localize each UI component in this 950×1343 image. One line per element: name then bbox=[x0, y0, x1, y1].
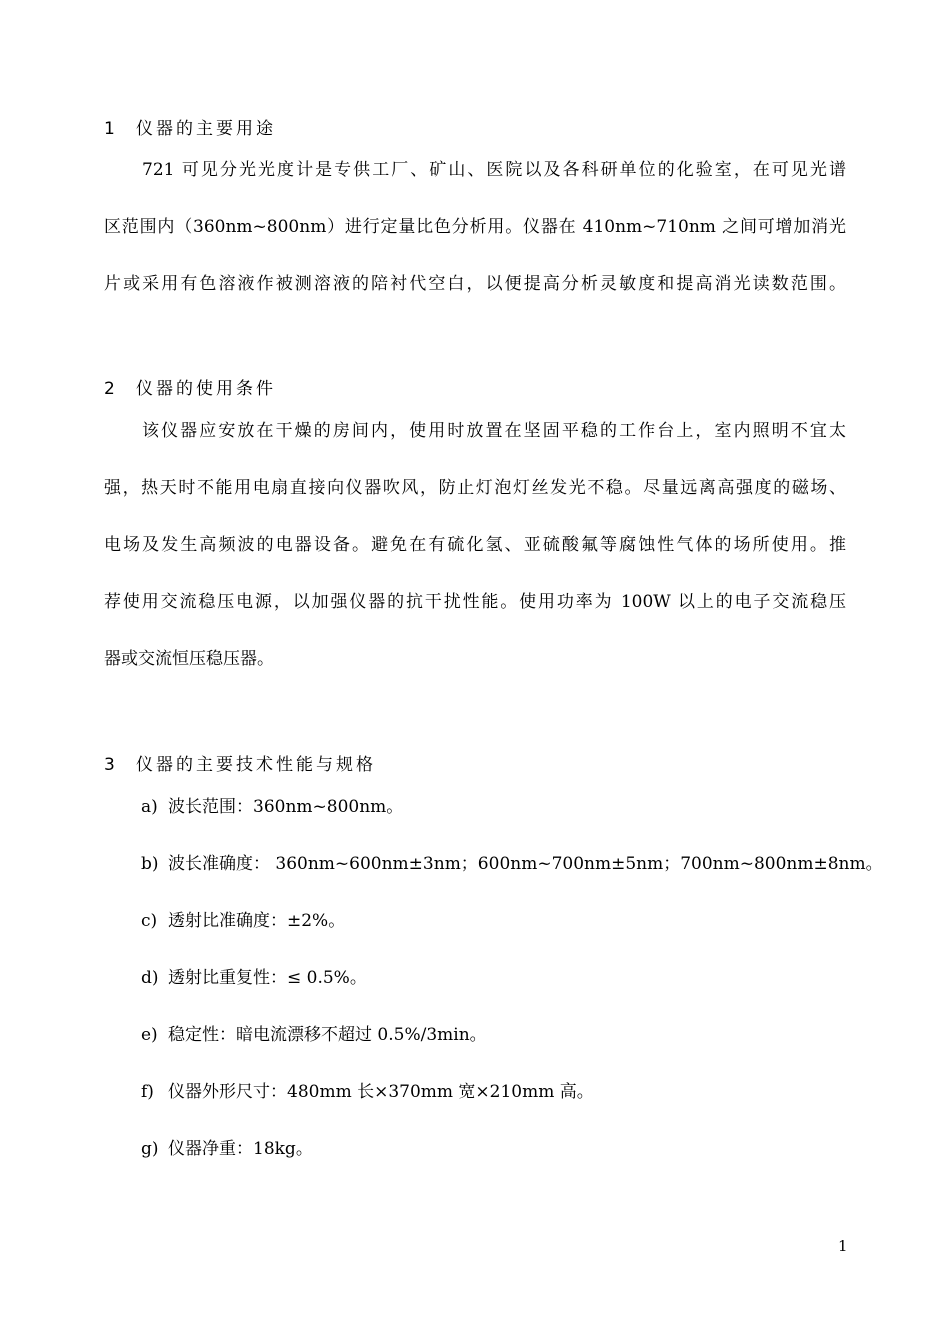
spec-item-label: f) bbox=[141, 1082, 154, 1102]
spec-item-text: 透射比重复性：≤ 0.5%。 bbox=[168, 968, 367, 988]
section-1-line-3: 片或采用有色溶液作被测溶液的陪衬代空白，以便提高分析灵敏度和提高消光读数范围。 bbox=[104, 274, 846, 294]
section-2-line-4: 荐使用交流稳压电源，以加强仪器的抗干扰性能。使用功率为 100W 以上的电子交流稳压 bbox=[104, 592, 846, 612]
section-3-number: 3 bbox=[104, 755, 118, 775]
section-3-heading bbox=[104, 750, 376, 775]
section-3-title: 仪器的主要技术性能与规格 bbox=[136, 755, 376, 775]
spec-item bbox=[141, 797, 403, 817]
section-2-number: 2 bbox=[104, 379, 118, 399]
section-2-line-3: 电场及发生高频波的电器设备。避免在有硫化氢、亚硫酸氟等腐蚀性气体的场所使用。推 bbox=[104, 535, 846, 555]
spec-item-label: b) bbox=[141, 854, 159, 874]
spec-item bbox=[141, 1082, 594, 1102]
spec-item-text: 仪器净重：18kg。 bbox=[168, 1139, 313, 1159]
spec-item-text: 波长范围：360nm~800nm。 bbox=[168, 797, 404, 817]
section-1-title: 仪器的主要用途 bbox=[136, 119, 276, 139]
spec-item-text: 透射比准确度：±2%。 bbox=[168, 911, 346, 931]
section-2-line-1: 该仪器应安放在干燥的房间内，使用时放置在坚固平稳的工作台上，室内照明不宜太 bbox=[142, 421, 846, 441]
section-2-line-2: 强，热天时不能用电扇直接向仪器吹风，防止灯泡灯丝发光不稳。尽量远离高强度的磁场、 bbox=[104, 478, 846, 498]
section-2-title: 仪器的使用条件 bbox=[136, 379, 276, 399]
section-1-number: 1 bbox=[104, 119, 118, 139]
section-1-heading bbox=[104, 114, 276, 139]
spec-item-label: c) bbox=[141, 911, 158, 931]
spec-item bbox=[141, 968, 367, 988]
section-2-heading bbox=[104, 374, 276, 399]
spec-item bbox=[141, 911, 345, 931]
spec-item-label: d) bbox=[141, 968, 159, 988]
section-1-line-2: 区范围内（360nm~800nm）进行定量比色分析用。仪器在 410nm~710nm 之间可增加消光 bbox=[104, 217, 846, 237]
spec-item-text: 仪器外形尺寸：480mm 长×370mm 宽×210mm 高。 bbox=[168, 1082, 594, 1102]
spec-item-label: g) bbox=[141, 1139, 159, 1159]
section-2-line-5: 器或交流恒压稳压器。 bbox=[104, 649, 274, 669]
spec-item bbox=[141, 1139, 313, 1159]
spec-item bbox=[141, 1025, 487, 1045]
spec-item-text: 波长准确度： 360nm~600nm±3nm；600nm~700nm±5nm；700nm~800nm±8nm。 bbox=[168, 854, 883, 874]
spec-item bbox=[141, 854, 883, 874]
section-1-line-1: 721 可见分光光度计是专供工厂、矿山、医院以及各科研单位的化验室，在可见光谱 bbox=[142, 160, 846, 180]
spec-item-label: a) bbox=[141, 797, 158, 817]
page-number: 1 bbox=[838, 1237, 848, 1255]
spec-item-label: e) bbox=[141, 1025, 158, 1045]
spec-item-text: 稳定性：暗电流漂移不超过 0.5%/3min。 bbox=[168, 1025, 487, 1045]
